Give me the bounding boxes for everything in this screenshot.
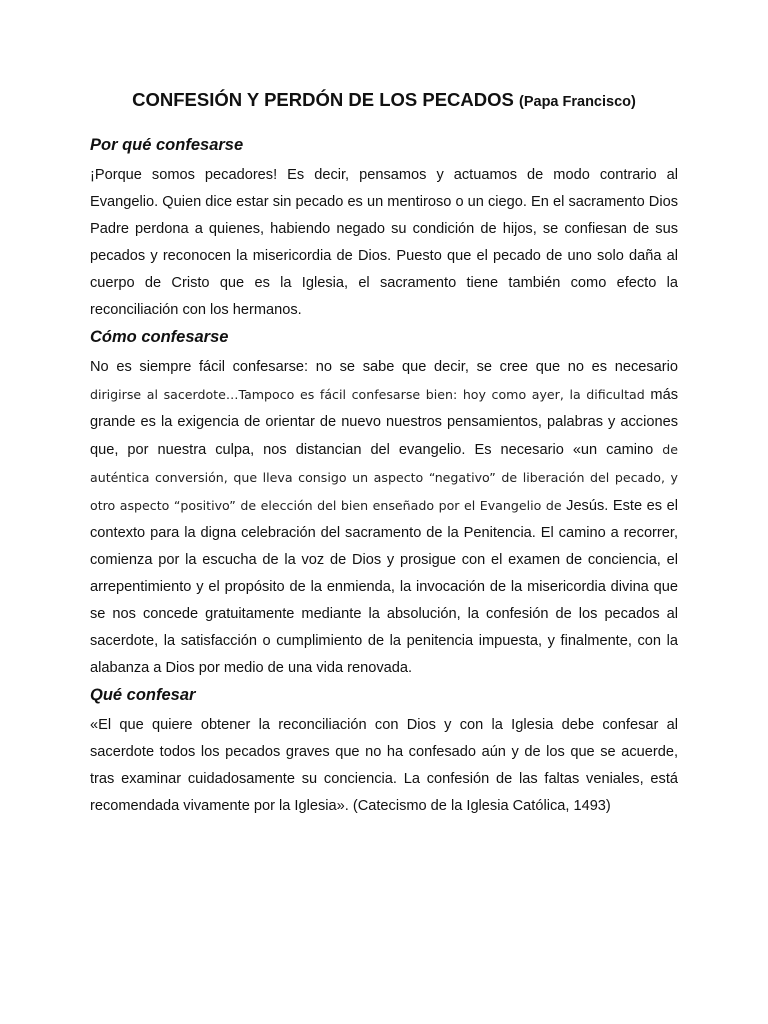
- paragraph-part: Jesús. Este es el contexto para la digna celebración del sacramento de la Penitencia. El camino a recorrer, comienza por la escucha de la voz de Dios y prosigue con el examen de conciencia, el arrepentimiento y el propósito de la enmienda, la invocación de la misericordia divina que se nos concede gratuitamente mediante la absolución, la confesión de los pecados al sacerdote, la satisfacción o cumplimiento de la penitencia impuesta, y finalmente, con la alabanza a Dios por medio de una vida renovada.: [90, 498, 679, 676]
- document-title: [90, 88, 678, 114]
- paragraph-part: de auténtica conversión, que lleva consigo un aspecto “negativo” de liberación del pecado, y otro aspecto “positivo” de elección del bien enseñado por el Evangelio de: [90, 442, 678, 513]
- section-como-confesarse: [90, 326, 678, 682]
- paragraph-part: No es siempre fácil confesarse: no se sabe que decir, se cree que no es necesario: [90, 359, 678, 375]
- section-que-confesar: [90, 684, 678, 820]
- section-heading: Cómo confesarse: [90, 328, 229, 346]
- title-author: (Papa Francisco): [519, 94, 636, 110]
- section-paragraph: «El que quiere obtener la reconciliación con Dios y con la Iglesia debe confesar al sacerdote todos los pecados graves que no ha confesado aún y de los que se acuerde, tras examinar cuidadosamente su conciencia. La confesión de las faltas veniales, está recomendada vivamente por la Iglesia». (Catecismo de la Iglesia Católica, 1493): [90, 717, 678, 814]
- title-text: CONFESIÓN Y PERDÓN DE LOS PECADOS: [132, 89, 514, 110]
- document-page: [90, 88, 678, 822]
- section-paragraph: ¡Porque somos pecadores! Es decir, pensamos y actuamos de modo contrario al Evangelio. Quien dice estar sin pecado es un mentiroso o un ciego. En el sacramento Dios Padre perdona a quienes, habiendo negado su condición de hijos, se confiesan de sus pecados y reconocen la misericordia de Dios. Puesto que el pecado de uno solo daña al cuerpo de Cristo que es la Iglesia, el sacramento tiene también como efecto la reconciliación con los hermanos.: [90, 167, 678, 318]
- section-paragraph: [90, 354, 678, 682]
- section-heading: Qué confesar: [90, 686, 196, 704]
- paragraph-part: dirigirse al sacerdote…Tampoco es fácil confesarse bien: hoy como ayer, la dificultad: [90, 387, 645, 402]
- section-por-que-confesarse: [90, 134, 678, 324]
- section-heading: Por qué confesarse: [90, 136, 244, 154]
- paragraph-part: más grande es la exigencia de orientar de nuevo nuestros pensamientos, palabras y acciones que, por nuestra culpa, nos distancian del evangelio. Es necesario «un camino: [90, 387, 679, 458]
